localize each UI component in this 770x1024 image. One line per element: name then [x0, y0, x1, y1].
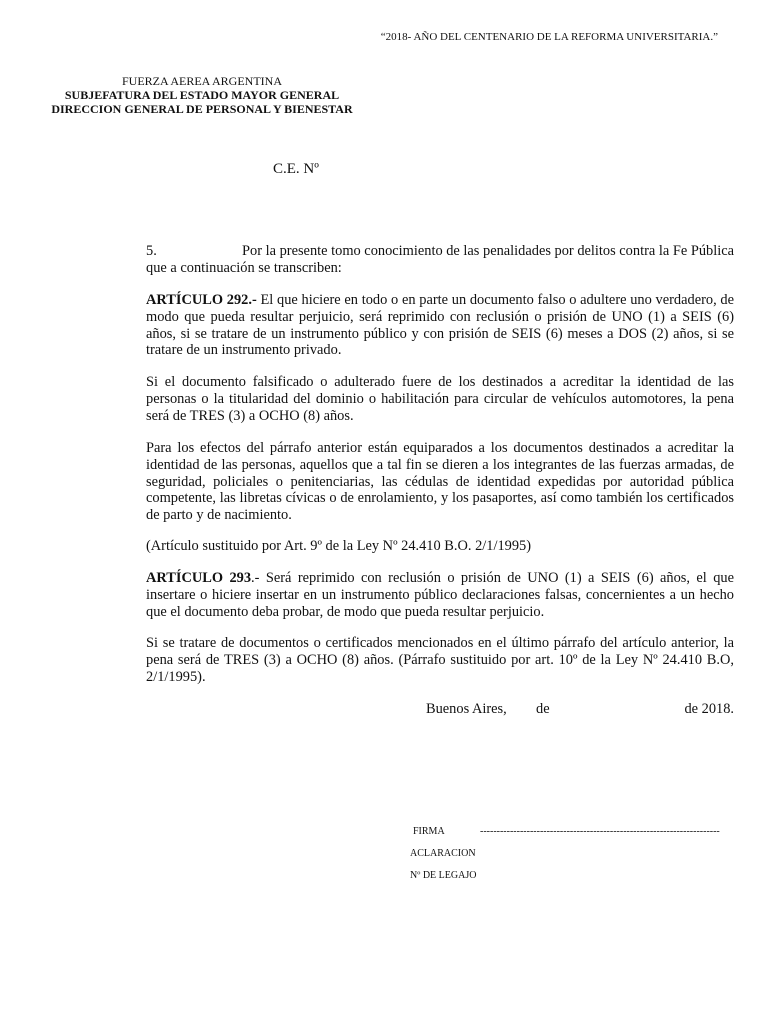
falsificado-paragraph: Si el documento falsificado o adulterado fuere de los destinados a acreditar la identidad de las personas o la titularidad del dominio o habilitación para circular de vehículos automotores, la pena será de TRES (3) a OCHO (8) años. — [146, 374, 734, 424]
org-line-1: FUERZA AEREA ARGENTINA — [121, 74, 282, 88]
article-293-paragraph — [146, 570, 734, 620]
header-quote: “2018- AÑO DEL CENTENARIO DE LA REFORMA UNIVERSITARIA.” — [380, 31, 718, 43]
place-year: de 2018. — [684, 701, 734, 717]
efectos-paragraph: Para los efectos del párrafo anterior están equiparados a los documentos destinados a acreditar la identidad de las personas, aquellos que a tal fin se dieren a los integrantes de las fuerzas armadas, de seguridad, policiales o penitenciarias, las cédulas de identidad expedidas por autoridad pública competente, las libretas cívicas o de enrolamiento, y los pasaportes, así como también los certificados de parto y de nacimiento. — [146, 440, 734, 524]
article-292-paragraph — [146, 292, 734, 359]
firma-label: FIRMA — [413, 826, 445, 837]
org-line-3: DIRECCION GENERAL DE PERSONAL Y BIENESTAR — [51, 102, 353, 116]
sustituido-paragraph: (Artículo sustituido por Art. 9º de la Ley Nº 24.410 B.O. 2/1/1995) — [146, 538, 532, 554]
aclaracion-label: ACLARACION — [410, 848, 476, 859]
intro-text: Por la presente tomo conocimiento de las penalidades por delitos contra la Fe Pública que a continuación se transcriben: — [146, 243, 734, 276]
legajo-label: Nº DE LEGAJO — [410, 870, 477, 881]
article-292-heading: ARTÍCULO 292.- — [146, 292, 257, 308]
article-293-heading: ARTÍCULO 293 — [146, 570, 252, 586]
organization-header — [37, 74, 367, 116]
article-292-text: El que hiciere en todo o en parte un documento falso o adultere uno verdadero, de modo que pueda resultar perjuicio, será reprimido con reclusión o prisión de UNO (1) a SEIS (6) años, si se tratare de un instrumento público y con prisión de SEIS (6) meses a DOS (2) años, si se tratare de un instrumento privado. — [146, 292, 734, 359]
intro-paragraph — [146, 243, 734, 277]
place-de: de — [536, 701, 550, 717]
firma-line: ------------------------------------------------------------------------ — [480, 826, 720, 837]
place-city: Buenos Aires, — [426, 701, 507, 717]
intro-number: 5. — [146, 243, 157, 259]
si-tratare-paragraph: Si se tratare de documentos o certificados mencionados en el último párrafo del artículo anterior, la pena será de TRES (3) a OCHO (8) años. (Párrafo sustituido por art. 10º de la Ley Nº 24.410 B.O, 2/1/1995). — [146, 635, 734, 685]
org-line-2: SUBJEFATURA DEL ESTADO MAYOR GENERAL — [64, 88, 340, 102]
ce-number-label: C.E. Nº — [273, 161, 319, 177]
article-293-text: .- Será reprimido con reclusión o prisión de UNO (1) a SEIS (6) años, el que insertare o hiciere insertar en un instrumento público declaraciones falsas, concernientes a un hecho que el documento deba probar, de modo que pueda resultar perjuicio. — [146, 570, 734, 620]
